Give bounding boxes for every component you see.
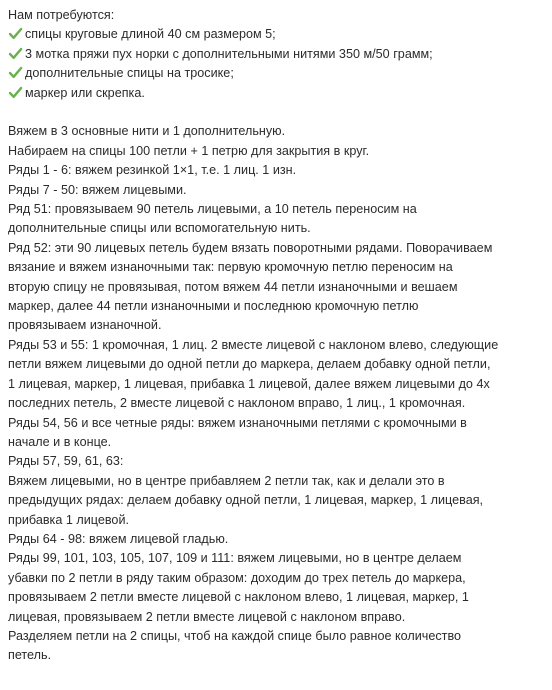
instruction-line: Ряды 64 - 98: вяжем лицевой гладью. <box>8 531 229 546</box>
green-check-icon <box>8 65 23 80</box>
materials-list <box>8 25 542 103</box>
instruction-line: петель. <box>8 648 52 663</box>
instructions-text <box>8 122 542 665</box>
materials-list-item <box>8 64 542 83</box>
instruction-line: Разделяем петли на 2 спицы, чтоб на каждой спице было равное количество <box>8 628 462 643</box>
green-check-icon <box>8 46 23 61</box>
instruction-line: убавки по 2 петли в ряду таким образом: доходим до трех петель до маркера, <box>8 570 466 585</box>
instruction-line: Ряд 51: провязываем 90 петель лицевыми, а 10 петель переносим на <box>8 202 417 217</box>
instruction-line: Ряды 7 - 50: вяжем лицевыми. <box>8 182 187 197</box>
instruction-line: маркер, далее 44 петли изнаночными и последнюю кромочную петлю <box>8 299 419 314</box>
instruction-line: начале и в конце. <box>8 434 112 449</box>
instruction-line: прибавка 1 лицевой. <box>8 512 130 527</box>
instruction-line: Набираем на спицы 100 петли + 1 петрю для закрытия в круг. <box>8 143 370 158</box>
instruction-line: провязываем изнаночной. <box>8 318 162 333</box>
instruction-line: Ряды 99, 101, 103, 105, 107, 109 и 111: вяжем лицевыми, но в центре делаем <box>8 551 462 566</box>
green-check-icon <box>8 85 23 100</box>
instruction-line: Ряд 52: эти 90 лицевых петель будем вязать поворотными рядами. Поворачиваем <box>8 240 493 255</box>
instruction-line: провязываем 2 петли вместе лицевой с наклоном влево, 1 лицевая, маркер, 1 <box>8 590 469 605</box>
instruction-line: Ряды 1 - 6: вяжем резинкой 1×1, т.е. 1 лиц. 1 изн. <box>8 163 297 178</box>
materials-heading: Нам потребуются: <box>8 8 115 22</box>
materials-item-text: дополнительные спицы на тросике; <box>25 66 234 81</box>
green-check-icon <box>8 26 23 41</box>
instruction-line: 1 лицевая, маркер, 1 лицевая, прибавка 1 лицевой, далее вяжем лицевыми до 4х <box>8 376 490 391</box>
materials-list-item <box>8 25 542 44</box>
materials-item-text: 3 мотка пряжи пух норки с дополнительными нитями 350 м/50 грамм; <box>25 46 433 61</box>
instruction-line: Вяжем в 3 основные нити и 1 дополнительную. <box>8 124 286 139</box>
instruction-line: Вяжем лицевыми, но в центре прибавляем 2 петли так, как и делали это в <box>8 473 445 488</box>
paragraph-gap <box>8 103 542 122</box>
instruction-line: Ряды 53 и 55: 1 кромочная, 1 лиц. 2 вместе лицевой с наклоном влево, следующие <box>8 337 499 352</box>
instruction-line: вторую спицу не провязывая, потом вяжем 44 петли изнаночными и вешаем <box>8 279 458 294</box>
instruction-line: последних петель, 2 вместе лицевой с наклоном вправо, 1 лиц., 1 кромочная. <box>8 396 466 411</box>
instruction-line: вязание и вяжем изнаночными так: первую кромочную петлю переносим на <box>8 260 453 275</box>
instruction-line: петли вяжем лицевыми до одной петли до маркера, делаем добавку одной петли, <box>8 357 491 372</box>
materials-list-item <box>8 45 542 64</box>
instruction-line: дополнительные спицы или вспомогательную нить. <box>8 221 311 236</box>
instruction-line: Ряды 54, 56 и все четные ряды: вяжем изнаночными петлями с кромочными в <box>8 415 467 430</box>
instruction-line: Ряды 57, 59, 61, 63: <box>8 454 124 469</box>
materials-item-text: спицы круговые длиной 40 см размером 5; <box>25 27 276 42</box>
instruction-line: предыдущих рядах: делаем добавку одной петли, 1 лицевая, маркер, 1 лицевая, <box>8 493 484 508</box>
materials-item-text: маркер или скрепка. <box>25 85 145 100</box>
instruction-line: лицевая, провязываем 2 петли вместе лицевой с наклоном вправо. <box>8 609 406 624</box>
materials-list-item <box>8 84 542 103</box>
